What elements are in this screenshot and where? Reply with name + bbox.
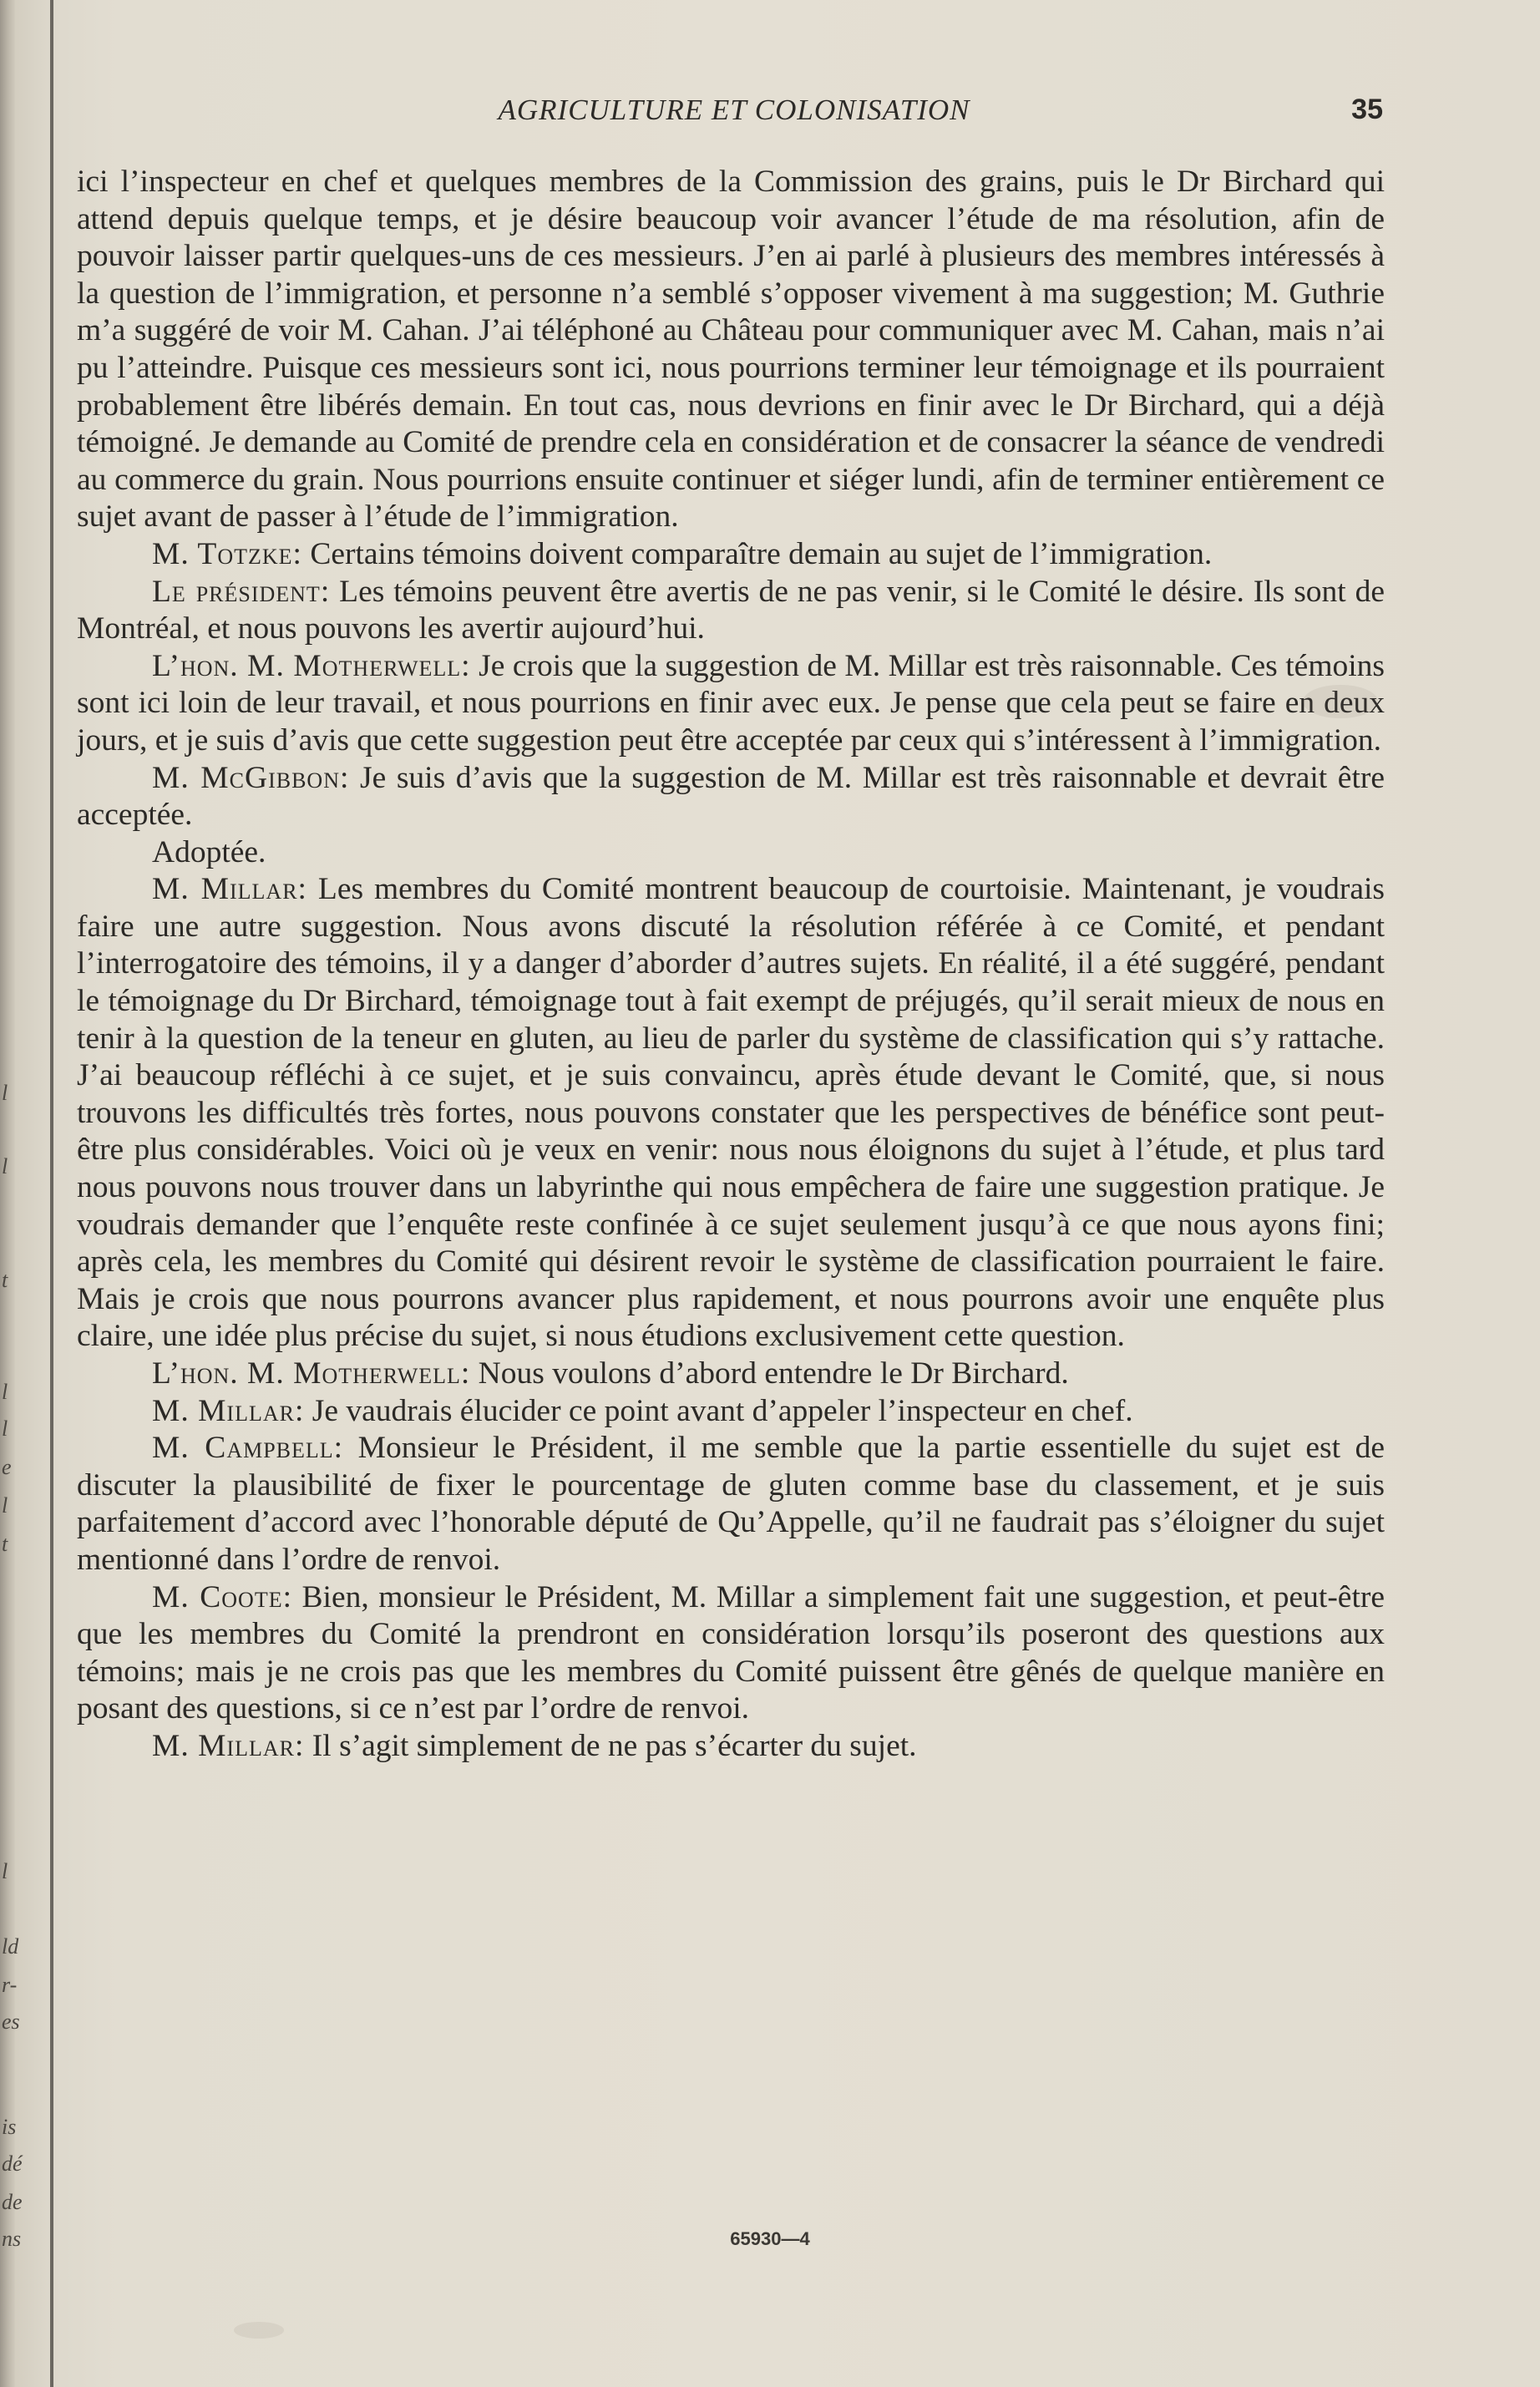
margin-fragment: es <box>2 2009 20 2034</box>
paper-smudge <box>1303 685 1378 718</box>
speaker-name: M. Millar: <box>152 1728 305 1763</box>
paragraph-text: Les membres du Comité montrent beaucoup de courtoisie. Maintenant, je voudrais faire une autre suggestion. Nous avons discuté la résolution référée à ce Comité, et pendant l’interrogatoire des témoins, il y a danger d’aborder d’autres sujets. En réalité, il a été suggéré, pendant le témoignage du Dr Birchard, témoignage tout à fait exempt de préjugés, qu’il serait mieux de nous en tenir à la question de la teneur en gluten, au lieu de parler du système de classification qui s’y rattache. J’ai beaucoup réfléchi à ce sujet, et je suis convaincu, après étude devant le Comité, que, si nous trouvons les difficultés très fortes, nous pouvons constater que les perspectives de bénéfice sont peut-être plus considérables. Voici où je veux en venir: nous nous éloignons du sujet à l’étude, et plus tard nous pouvons nous trouver dans un labyrinthe qui nous empêchera de faire une suggestion pratique. Je voudrais demander que l’enquête reste confinée à ce sujet seulement jusqu’à ce que nous ayons fini; après cela, les membres du Comité qui désirent revoir le système de classification pourraient le faire. Mais je crois que nous pourrons avancer plus rapidement, et nous pourrons avoir une enquête plus claire, une idée plus précise du sujet, si nous étudions exclusivement cette question. <box>77 872 1385 1354</box>
paragraph-text: Il s’agit simplement de ne pas s’écarter du sujet. <box>312 1728 917 1763</box>
margin-fragment: ld <box>2 1934 19 1959</box>
paragraph-continuation <box>77 164 1385 536</box>
speaker-name: M. Totzke: <box>152 536 302 571</box>
speaker-name: L’hon. M. Motherwell: <box>152 648 471 683</box>
speaker-name: M. Millar: <box>152 1393 305 1428</box>
paragraph-text: Bien, monsieur le Président, M. Millar a simplement fait une suggestion, et peut-être que les membres du Comité la prendront en considération lorsqu’ils poseront des questions aux témoins; mais je ne crois pas que les membres du Comité puissent être gênés de quelque manière en posant des questions, si ce n’est par l’ordre de renvoi. <box>77 1579 1385 1726</box>
paragraph-text: Adoptée. <box>152 834 266 869</box>
paper-smudge <box>234 2322 284 2339</box>
printer-signature-mark: 65930—4 <box>730 2228 810 2249</box>
margin-fragment: e <box>2 1455 12 1479</box>
margin-fragment: t <box>2 1532 8 1556</box>
speaker-name: Le président: <box>152 574 331 609</box>
margin-fragment: l <box>2 1154 8 1178</box>
paragraph-text: ici l’inspecteur en chef et quelques membres de la Commission des grains, puis le Dr Birchard qui attend depuis quelque temps, et je désire beaucoup voir avancer l’étude de ma résolution, afin de pouvoir laisser partir quelques-uns de ces messieurs. J’en ai parlé à plusieurs des membres intéressés à la question de l’immigration, et personne n’a semblé s’opposer vivement à ma suggestion; M. Guthrie m’a suggéré de voir M. Cahan. J’ai téléphoné au Château pour communiquer avec M. Cahan, mais n’ai pu l’atteindre. Puisque ces messieurs sont ici, nous pourrions terminer leur témoignage et ils pourraient probablement être libérés demain. En tout cas, nous devrions en finir avec le Dr Birchard, qui a déjà témoigné. Je demande au Comité de prendre cela en considération et de consacrer la séance de vendredi au commerce du grain. Nous pourrions ensuite continuer et siéger lundi, afin de terminer entièrement ce sujet avant de passer à l’étude de l’immigration. <box>77 165 1385 535</box>
margin-fragment: l <box>2 1380 8 1404</box>
margin-fragment: is <box>2 2115 17 2139</box>
page-number: 35 <box>1351 94 1383 125</box>
margin-fragment: de <box>2 2190 23 2214</box>
gutter-line <box>50 0 53 2387</box>
body-text <box>77 164 1385 1766</box>
speaker-name: L’hon. M. Motherwell: <box>152 1356 471 1391</box>
speaker-name: M. Coote: <box>152 1579 292 1614</box>
running-head <box>77 94 1391 135</box>
margin-fragment: l <box>2 1859 8 1883</box>
paragraph <box>77 536 1385 574</box>
paragraph <box>77 574 1385 648</box>
speaker-name: M. Campbell: <box>152 1431 344 1466</box>
margin-fragment: l <box>2 1081 8 1105</box>
paragraph <box>77 1728 1385 1766</box>
paragraph <box>77 760 1385 834</box>
paragraph-text: Certains témoins doivent comparaître demain au sujet de l’immigration. <box>310 536 1213 571</box>
paragraph-text: Nous voulons d’abord entendre le Dr Birchard. <box>478 1356 1069 1391</box>
paragraph-text: Je suis d’avis que la suggestion de M. Millar est très raisonnable et devrait être acceptée. <box>77 760 1385 833</box>
paragraph-text: Je crois que la suggestion de M. Millar est très raisonnable. Ces témoins sont ici loin de leur travail, et nous pourrions en finir avec eux. Je pense que cela peut se faire en deux jours, et je suis d’avis que cette suggestion peut être acceptée par ceux qui s’intéressent à l’immigration. <box>77 648 1385 758</box>
speaker-name: M. McGibbon: <box>152 760 350 795</box>
margin-fragment: ns <box>2 2227 22 2251</box>
paragraph <box>77 1430 1385 1579</box>
paragraph <box>77 1356 1385 1393</box>
margin-fragment: r- <box>2 1973 18 1997</box>
margin-fragment: l <box>2 1416 8 1441</box>
margin-fragment: t <box>2 1268 8 1292</box>
paragraph <box>77 1579 1385 1728</box>
running-title: AGRICULTURE ET COLONISATION <box>498 94 970 126</box>
paragraph <box>77 648 1385 760</box>
paragraph-adopted <box>77 834 1385 872</box>
paragraph <box>77 871 1385 1356</box>
paragraph <box>77 1393 1385 1431</box>
paragraph-text: Monsieur le Président, il me semble que la partie essentielle du sujet est de discuter la plausibilité de fixer le pourcentage de gluten comme base du classement, et je suis parfaitement d’accord avec l’honorable député de Qu’Appelle, qu’il ne faudrait pas s’éloigner du sujet mentionné dans l’ordre de renvoi. <box>77 1431 1385 1577</box>
margin-fragment: dé <box>2 2151 23 2176</box>
facing-page-fragments <box>2 0 23 2387</box>
margin-fragment: l <box>2 1493 8 1518</box>
paragraph-text: Les témoins peuvent être avertis de ne pas venir, si le Comité le désire. Ils sont de Montréal, et nous pouvons les avertir aujourd’hui. <box>77 574 1385 646</box>
paragraph-text: Je vaudrais élucider ce point avant d’appeler l’inspecteur en chef. <box>312 1393 1133 1428</box>
speaker-name: M. Millar: <box>152 872 307 907</box>
